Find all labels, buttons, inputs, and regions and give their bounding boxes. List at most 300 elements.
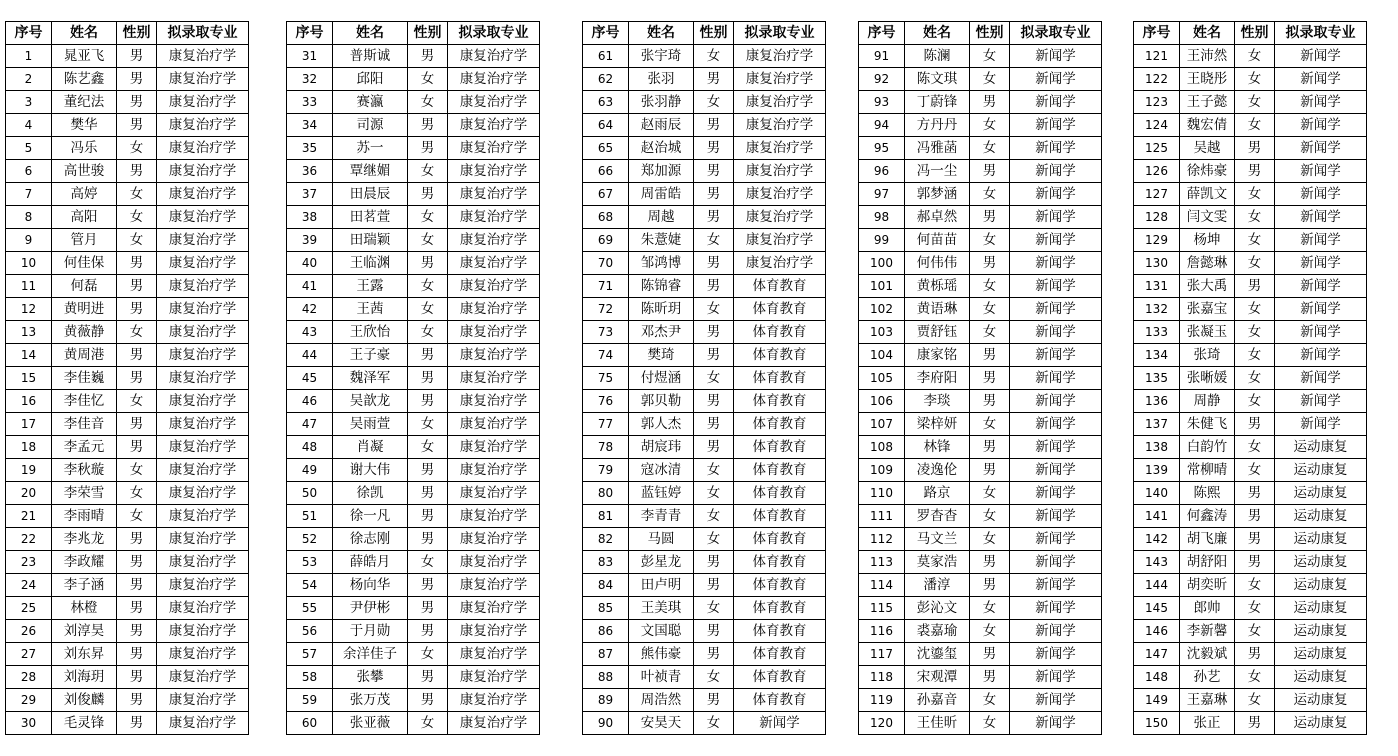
cell-gender: 女	[694, 597, 734, 620]
header-name: 姓名	[333, 22, 408, 45]
cell-seq: 75	[583, 367, 629, 390]
cell-name: 田晨辰	[333, 183, 408, 206]
header-name: 姓名	[52, 22, 117, 45]
table-row	[859, 390, 1102, 413]
cell-name: 何伟伟	[905, 252, 970, 275]
cell-major: 康复治疗学	[448, 137, 540, 160]
cell-gender: 女	[408, 160, 448, 183]
cell-seq: 80	[583, 482, 629, 505]
cell-gender: 男	[117, 367, 157, 390]
cell-seq: 121	[1134, 45, 1180, 68]
cell-gender: 女	[694, 505, 734, 528]
cell-name: 郭贝勒	[629, 390, 694, 413]
cell-name: 赵雨辰	[629, 114, 694, 137]
cell-name: 罗杳杳	[905, 505, 970, 528]
cell-name: 苏一	[333, 137, 408, 160]
cell-seq: 138	[1134, 436, 1180, 459]
cell-seq: 43	[287, 321, 333, 344]
cell-gender: 女	[970, 597, 1010, 620]
table-row	[1134, 482, 1367, 505]
cell-major: 康复治疗学	[157, 344, 249, 367]
cell-name: 彭星龙	[629, 551, 694, 574]
cell-name: 闫文雯	[1180, 206, 1235, 229]
cell-major: 康复治疗学	[448, 229, 540, 252]
cell-major: 康复治疗学	[448, 436, 540, 459]
cell-seq: 71	[583, 275, 629, 298]
cell-major: 康复治疗学	[448, 367, 540, 390]
cell-gender: 男	[408, 666, 448, 689]
cell-seq: 35	[287, 137, 333, 160]
cell-major: 康复治疗学	[157, 689, 249, 712]
cell-name: 彭沁文	[905, 597, 970, 620]
cell-major: 新闻学	[1010, 643, 1102, 666]
cell-seq: 83	[583, 551, 629, 574]
cell-gender: 男	[117, 45, 157, 68]
cell-gender: 女	[970, 68, 1010, 91]
table-row	[287, 183, 540, 206]
cell-gender: 女	[408, 275, 448, 298]
cell-gender: 女	[694, 528, 734, 551]
cell-major: 康复治疗学	[157, 620, 249, 643]
cell-seq: 59	[287, 689, 333, 712]
cell-major: 新闻学	[1010, 229, 1102, 252]
cell-seq: 48	[287, 436, 333, 459]
cell-major: 康复治疗学	[157, 160, 249, 183]
cell-gender: 男	[408, 689, 448, 712]
cell-name: 余洋佳子	[333, 643, 408, 666]
cell-major: 康复治疗学	[157, 551, 249, 574]
cell-major: 新闻学	[1010, 597, 1102, 620]
table-row	[1134, 344, 1367, 367]
cell-gender: 男	[408, 183, 448, 206]
table-row	[859, 436, 1102, 459]
cell-major: 康复治疗学	[734, 183, 826, 206]
cell-gender: 女	[1235, 68, 1275, 91]
cell-major: 康复治疗学	[734, 68, 826, 91]
table-row	[583, 551, 826, 574]
cell-major: 康复治疗学	[157, 390, 249, 413]
cell-seq: 18	[6, 436, 52, 459]
cell-gender: 男	[117, 528, 157, 551]
cell-name: 王露	[333, 275, 408, 298]
header-name: 姓名	[629, 22, 694, 45]
cell-name: 李青青	[629, 505, 694, 528]
cell-major: 新闻学	[1010, 459, 1102, 482]
cell-seq: 9	[6, 229, 52, 252]
cell-name: 刘俊麟	[52, 689, 117, 712]
cell-name: 晁亚飞	[52, 45, 117, 68]
cell-gender: 男	[117, 574, 157, 597]
table-row	[583, 390, 826, 413]
cell-major: 体育教育	[734, 344, 826, 367]
cell-seq: 93	[859, 91, 905, 114]
table-row	[1134, 114, 1367, 137]
cell-major: 新闻学	[1275, 390, 1367, 413]
cell-seq: 140	[1134, 482, 1180, 505]
cell-major: 新闻学	[1275, 229, 1367, 252]
cell-seq: 47	[287, 413, 333, 436]
cell-name: 李佳忆	[52, 390, 117, 413]
cell-name: 张琦	[1180, 344, 1235, 367]
cell-name: 陈昕玥	[629, 298, 694, 321]
cell-seq: 58	[287, 666, 333, 689]
table-row	[287, 114, 540, 137]
table-row	[583, 528, 826, 551]
cell-gender: 男	[408, 482, 448, 505]
cell-name: 陈锦睿	[629, 275, 694, 298]
cell-name: 刘淳昊	[52, 620, 117, 643]
cell-major: 康复治疗学	[157, 643, 249, 666]
cell-seq: 14	[6, 344, 52, 367]
cell-gender: 男	[694, 183, 734, 206]
cell-seq: 116	[859, 620, 905, 643]
cell-major: 运动康复	[1275, 505, 1367, 528]
cell-seq: 56	[287, 620, 333, 643]
table-row	[6, 206, 249, 229]
table-row	[583, 666, 826, 689]
cell-name: 何佳保	[52, 252, 117, 275]
cell-gender: 男	[970, 666, 1010, 689]
cell-gender: 男	[117, 160, 157, 183]
cell-major: 运动康复	[1275, 597, 1367, 620]
cell-gender: 男	[970, 206, 1010, 229]
cell-seq: 108	[859, 436, 905, 459]
cell-seq: 5	[6, 137, 52, 160]
table-row	[287, 68, 540, 91]
cell-seq: 115	[859, 597, 905, 620]
cell-gender: 女	[1235, 666, 1275, 689]
cell-name: 马圆	[629, 528, 694, 551]
cell-gender: 男	[117, 298, 157, 321]
cell-seq: 104	[859, 344, 905, 367]
table-row	[287, 482, 540, 505]
table-row	[583, 206, 826, 229]
cell-major: 新闻学	[1010, 436, 1102, 459]
cell-name: 张攀	[333, 666, 408, 689]
table-row	[583, 45, 826, 68]
cell-gender: 男	[117, 689, 157, 712]
table-row	[859, 367, 1102, 390]
table-row	[1134, 68, 1367, 91]
header-major: 拟录取专业	[1010, 22, 1102, 45]
header-name: 姓名	[1180, 22, 1235, 45]
cell-seq: 23	[6, 551, 52, 574]
cell-major: 新闻学	[1010, 91, 1102, 114]
table-row	[1134, 574, 1367, 597]
cell-major: 新闻学	[1010, 689, 1102, 712]
cell-seq: 31	[287, 45, 333, 68]
cell-name: 林橙	[52, 597, 117, 620]
cell-major: 新闻学	[1010, 367, 1102, 390]
cell-major: 康复治疗学	[448, 712, 540, 735]
cell-name: 李荣雪	[52, 482, 117, 505]
table-row	[859, 643, 1102, 666]
cell-seq: 3	[6, 91, 52, 114]
table-row	[287, 666, 540, 689]
cell-name: 邹鸿博	[629, 252, 694, 275]
cell-major: 新闻学	[734, 712, 826, 735]
cell-major: 新闻学	[1010, 390, 1102, 413]
table-row	[583, 321, 826, 344]
cell-seq: 42	[287, 298, 333, 321]
cell-name: 吴雨萱	[333, 413, 408, 436]
cell-name: 朱健飞	[1180, 413, 1235, 436]
cell-major: 康复治疗学	[157, 666, 249, 689]
cell-name: 路京	[905, 482, 970, 505]
cell-major: 新闻学	[1275, 321, 1367, 344]
table-row	[6, 436, 249, 459]
cell-name: 田卢明	[629, 574, 694, 597]
table-row	[1134, 712, 1367, 735]
cell-name: 周越	[629, 206, 694, 229]
cell-gender: 男	[1235, 551, 1275, 574]
cell-gender: 男	[1235, 528, 1275, 551]
cell-seq: 44	[287, 344, 333, 367]
cell-major: 运动康复	[1275, 689, 1367, 712]
table-row	[1134, 551, 1367, 574]
cell-gender: 男	[1235, 643, 1275, 666]
cell-seq: 126	[1134, 160, 1180, 183]
cell-gender: 男	[117, 597, 157, 620]
cell-seq: 45	[287, 367, 333, 390]
cell-major: 康复治疗学	[448, 68, 540, 91]
cell-seq: 118	[859, 666, 905, 689]
cell-seq: 32	[287, 68, 333, 91]
cell-major: 新闻学	[1010, 275, 1102, 298]
cell-name: 蓝钰婷	[629, 482, 694, 505]
cell-name: 李子涵	[52, 574, 117, 597]
table-row	[1134, 367, 1367, 390]
cell-seq: 102	[859, 298, 905, 321]
table-row	[1134, 413, 1367, 436]
cell-name: 李新馨	[1180, 620, 1235, 643]
table-row	[859, 68, 1102, 91]
cell-gender: 女	[408, 298, 448, 321]
table-row	[287, 436, 540, 459]
cell-seq: 60	[287, 712, 333, 735]
cell-name: 张大禹	[1180, 275, 1235, 298]
cell-name: 郭人杰	[629, 413, 694, 436]
cell-seq: 146	[1134, 620, 1180, 643]
table-row	[6, 712, 249, 735]
table-row	[583, 160, 826, 183]
cell-gender: 男	[117, 620, 157, 643]
cell-seq: 150	[1134, 712, 1180, 735]
header-row	[583, 22, 826, 45]
header-row	[287, 22, 540, 45]
cell-seq: 119	[859, 689, 905, 712]
cell-seq: 16	[6, 390, 52, 413]
cell-name: 陈文琪	[905, 68, 970, 91]
header-seq: 序号	[1134, 22, 1180, 45]
table-row	[287, 643, 540, 666]
table-row	[583, 413, 826, 436]
cell-gender: 女	[694, 298, 734, 321]
cell-name: 于月勋	[333, 620, 408, 643]
cell-gender: 男	[117, 666, 157, 689]
cell-major: 康复治疗学	[448, 275, 540, 298]
cell-seq: 106	[859, 390, 905, 413]
cell-seq: 79	[583, 459, 629, 482]
cell-name: 莫家浩	[905, 551, 970, 574]
table-row	[6, 114, 249, 137]
table-row	[859, 229, 1102, 252]
cell-major: 康复治疗学	[448, 620, 540, 643]
cell-seq: 85	[583, 597, 629, 620]
header-major: 拟录取专业	[734, 22, 826, 45]
table-row	[6, 45, 249, 68]
table-row	[583, 114, 826, 137]
table-row	[1134, 620, 1367, 643]
cell-gender: 男	[970, 390, 1010, 413]
table-row	[1134, 505, 1367, 528]
cell-name: 付煜涵	[629, 367, 694, 390]
cell-gender: 女	[117, 482, 157, 505]
header-major: 拟录取专业	[448, 22, 540, 45]
cell-seq: 91	[859, 45, 905, 68]
cell-name: 张亚薇	[333, 712, 408, 735]
cell-name: 陈澜	[905, 45, 970, 68]
cell-gender: 女	[117, 505, 157, 528]
cell-name: 吴歆龙	[333, 390, 408, 413]
cell-major: 康复治疗学	[448, 666, 540, 689]
cell-gender: 男	[1235, 137, 1275, 160]
cell-gender: 女	[694, 367, 734, 390]
cell-major: 体育教育	[734, 620, 826, 643]
cell-major: 运动康复	[1275, 666, 1367, 689]
cell-seq: 147	[1134, 643, 1180, 666]
cell-major: 新闻学	[1010, 620, 1102, 643]
table-row	[583, 298, 826, 321]
cell-name: 郭梦涵	[905, 183, 970, 206]
cell-major: 康复治疗学	[157, 114, 249, 137]
cell-major: 康复治疗学	[157, 275, 249, 298]
cell-major: 康复治疗学	[734, 45, 826, 68]
cell-major: 康复治疗学	[157, 482, 249, 505]
cell-seq: 111	[859, 505, 905, 528]
cell-name: 常柳晴	[1180, 459, 1235, 482]
cell-major: 运动康复	[1275, 712, 1367, 735]
cell-gender: 男	[694, 321, 734, 344]
cell-gender: 男	[408, 367, 448, 390]
header-major: 拟录取专业	[157, 22, 249, 45]
cell-major: 新闻学	[1010, 528, 1102, 551]
cell-name: 王子豪	[333, 344, 408, 367]
cell-major: 新闻学	[1275, 114, 1367, 137]
cell-major: 体育教育	[734, 689, 826, 712]
table-row	[287, 505, 540, 528]
cell-seq: 54	[287, 574, 333, 597]
cell-major: 康复治疗学	[734, 229, 826, 252]
cell-major: 康复治疗学	[157, 597, 249, 620]
cell-gender: 男	[117, 68, 157, 91]
cell-major: 体育教育	[734, 482, 826, 505]
cell-seq: 105	[859, 367, 905, 390]
cell-gender: 男	[694, 68, 734, 91]
cell-major: 新闻学	[1010, 712, 1102, 735]
cell-name: 周雷皓	[629, 183, 694, 206]
cell-gender: 男	[970, 344, 1010, 367]
cell-gender: 女	[1235, 620, 1275, 643]
table-row	[583, 712, 826, 735]
cell-major: 康复治疗学	[157, 137, 249, 160]
cell-name: 张凝玉	[1180, 321, 1235, 344]
table-row	[859, 160, 1102, 183]
cell-gender: 女	[408, 413, 448, 436]
cell-name: 孙艺	[1180, 666, 1235, 689]
cell-gender: 男	[970, 643, 1010, 666]
cell-seq: 50	[287, 482, 333, 505]
table-row	[1134, 689, 1367, 712]
cell-gender: 男	[1235, 482, 1275, 505]
table-row	[859, 505, 1102, 528]
cell-name: 管月	[52, 229, 117, 252]
cell-gender: 女	[117, 137, 157, 160]
roster-table-5	[1133, 21, 1367, 735]
cell-major: 康复治疗学	[448, 689, 540, 712]
cell-major: 新闻学	[1275, 45, 1367, 68]
cell-seq: 74	[583, 344, 629, 367]
cell-major: 康复治疗学	[448, 252, 540, 275]
cell-major: 新闻学	[1010, 666, 1102, 689]
cell-seq: 95	[859, 137, 905, 160]
cell-name: 高世骏	[52, 160, 117, 183]
table-row	[287, 321, 540, 344]
cell-seq: 49	[287, 459, 333, 482]
cell-major: 康复治疗学	[448, 183, 540, 206]
cell-seq: 117	[859, 643, 905, 666]
table-row	[583, 482, 826, 505]
table-row	[583, 183, 826, 206]
cell-gender: 男	[970, 367, 1010, 390]
cell-gender: 女	[408, 643, 448, 666]
header-seq: 序号	[859, 22, 905, 45]
table-row	[1134, 45, 1367, 68]
cell-name: 刘海玥	[52, 666, 117, 689]
cell-seq: 24	[6, 574, 52, 597]
cell-seq: 34	[287, 114, 333, 137]
cell-major: 康复治疗学	[448, 459, 540, 482]
table-row	[6, 413, 249, 436]
table-row	[1134, 528, 1367, 551]
cell-gender: 女	[694, 482, 734, 505]
cell-name: 潘淳	[905, 574, 970, 597]
table-row	[6, 68, 249, 91]
table-row	[1134, 252, 1367, 275]
table-row	[1134, 160, 1367, 183]
roster-table-4	[858, 21, 1102, 735]
table-row	[6, 666, 249, 689]
cell-major: 新闻学	[1010, 482, 1102, 505]
cell-major: 新闻学	[1010, 574, 1102, 597]
cell-major: 新闻学	[1275, 68, 1367, 91]
table-row	[287, 229, 540, 252]
cell-seq: 4	[6, 114, 52, 137]
cell-name: 张晰媛	[1180, 367, 1235, 390]
cell-name: 詹懿琳	[1180, 252, 1235, 275]
cell-seq: 114	[859, 574, 905, 597]
table-row	[583, 91, 826, 114]
cell-name: 覃继媚	[333, 160, 408, 183]
cell-gender: 女	[970, 114, 1010, 137]
cell-seq: 41	[287, 275, 333, 298]
cell-seq: 90	[583, 712, 629, 735]
table-row	[6, 137, 249, 160]
table-row	[6, 482, 249, 505]
cell-name: 冯乐	[52, 137, 117, 160]
table-row	[287, 160, 540, 183]
table-row	[859, 298, 1102, 321]
